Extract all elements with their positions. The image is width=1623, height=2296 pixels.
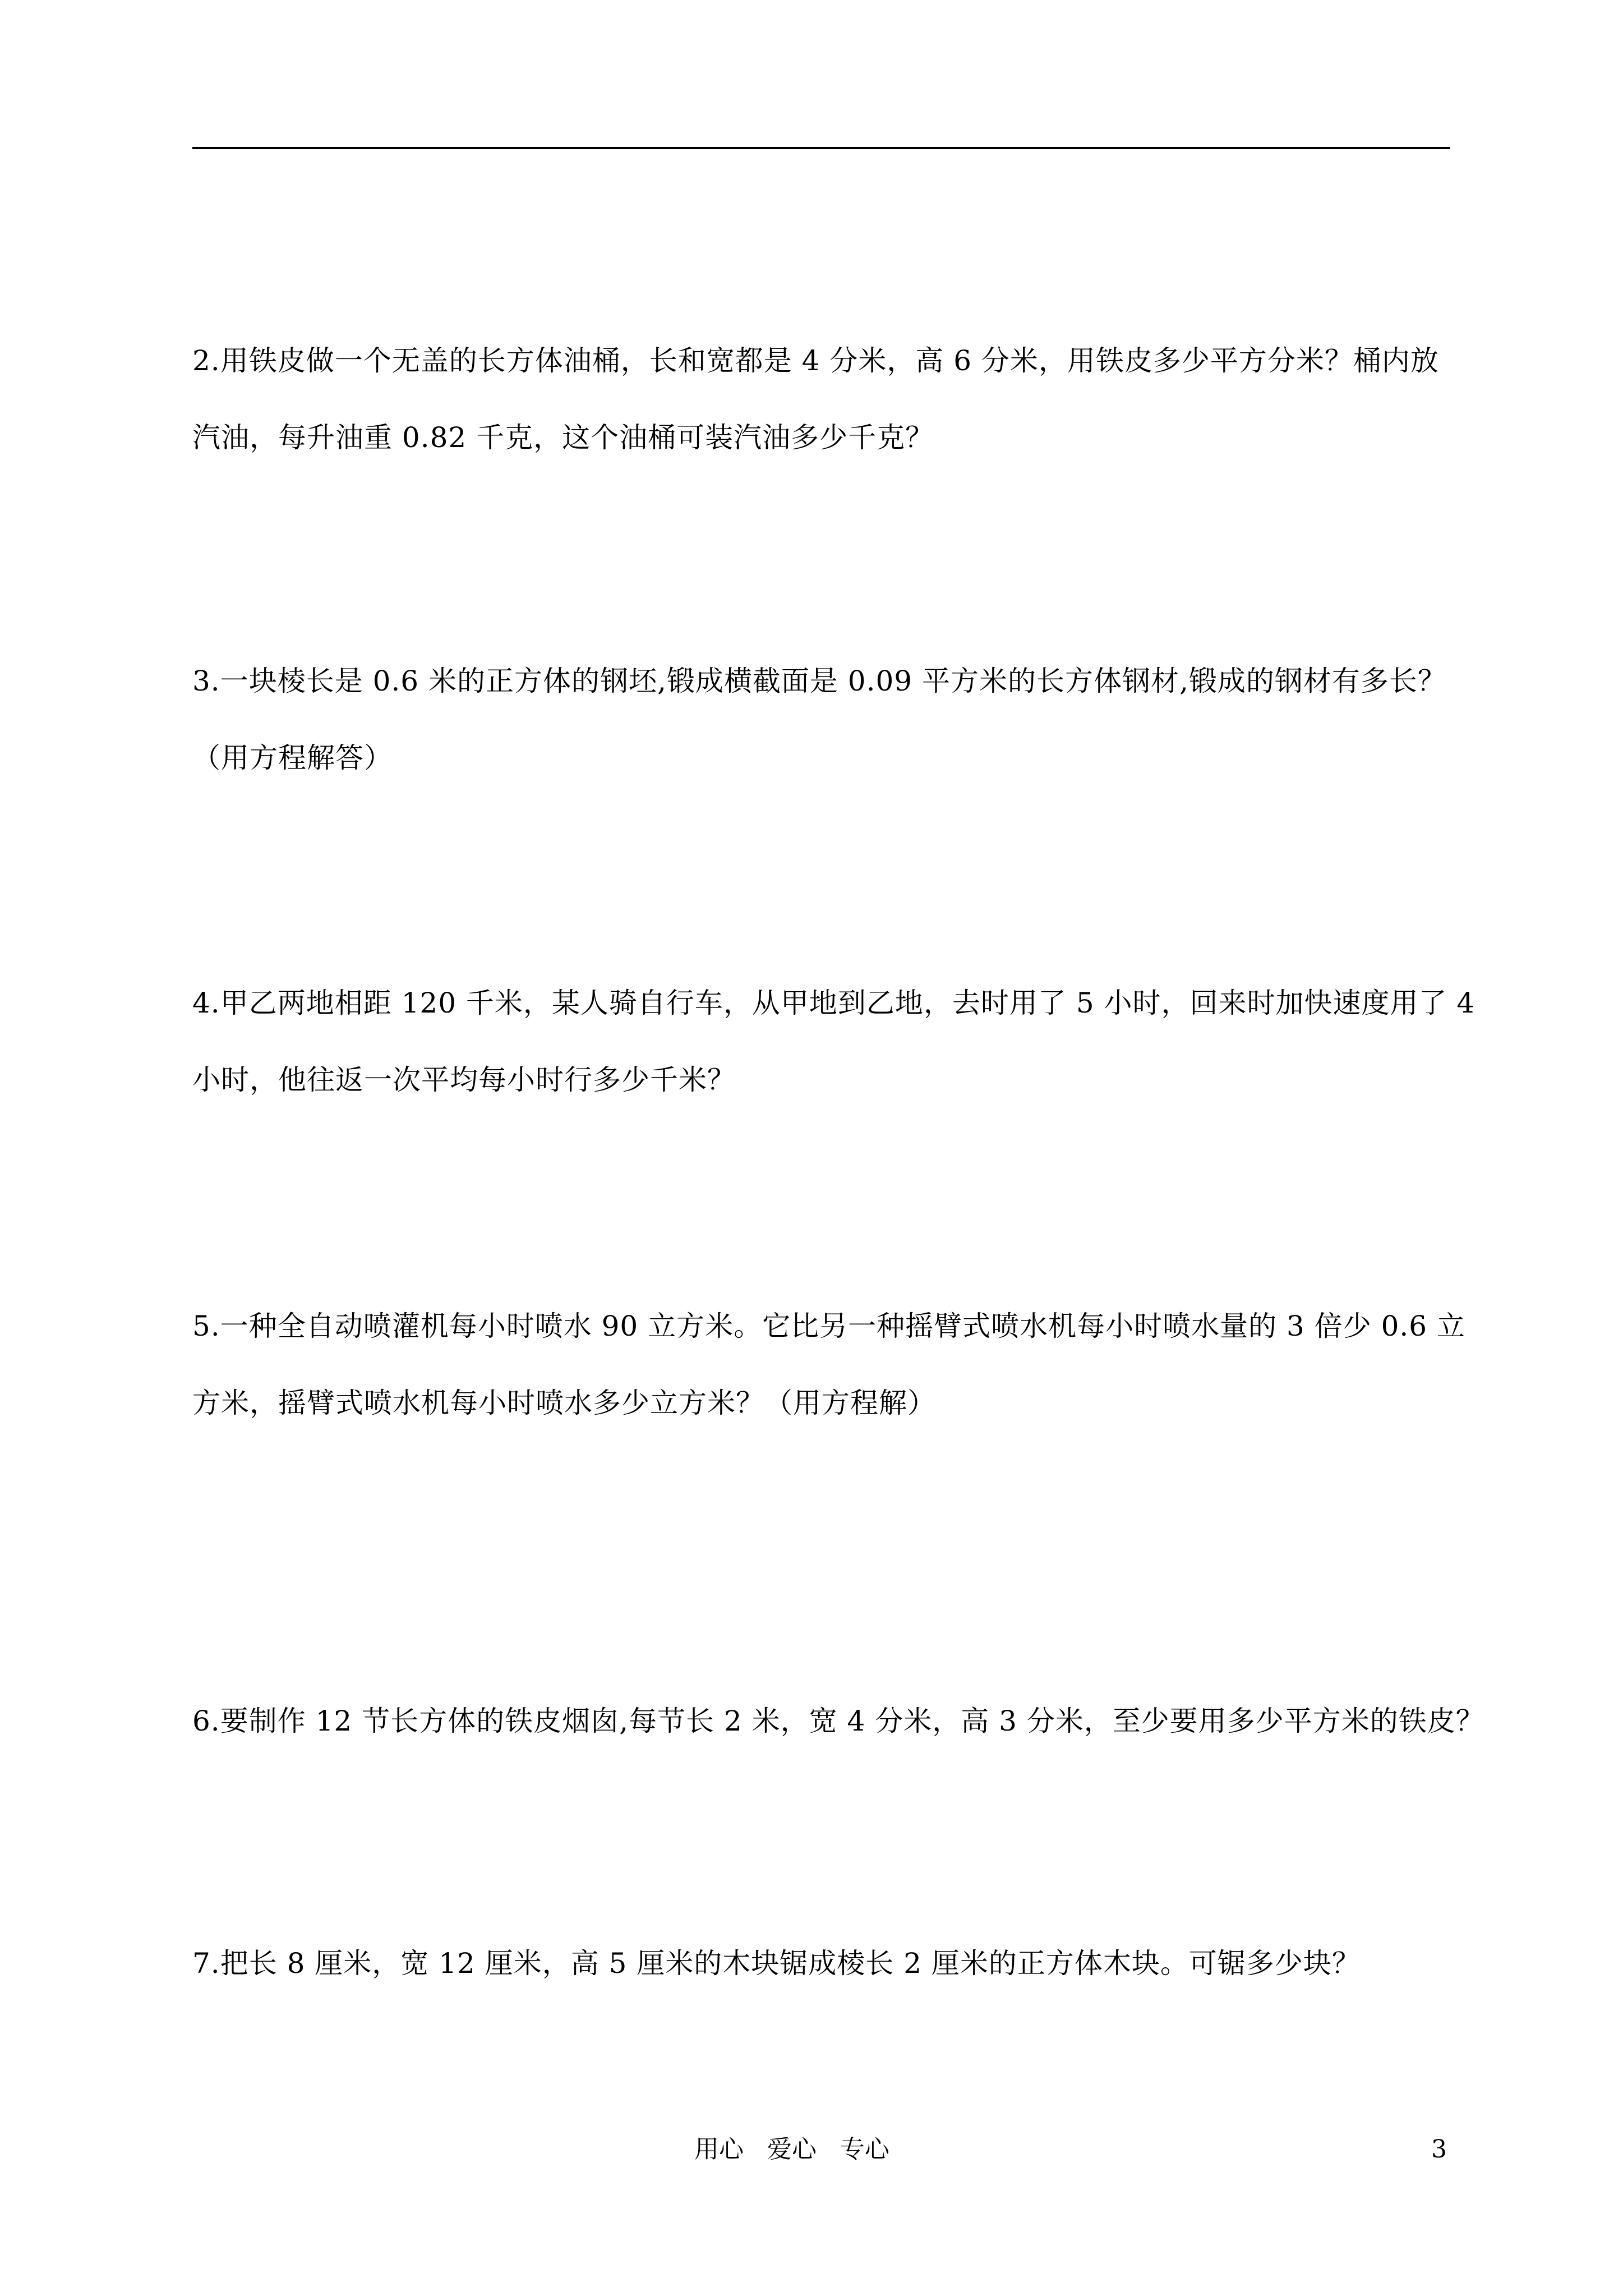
page-number: 3 [1431, 2135, 1447, 2164]
question-line: 4.甲乙两地相距 120 千米，某人骑自行车，从甲地到乙地，去时用了 5 小时，回来时加快速度用了 4 [192, 987, 1476, 1019]
question-2 [192, 323, 1451, 476]
question-line: 小时，他往返一次平均每小时行多少千米？ [192, 1064, 736, 1096]
question-3 [192, 643, 1451, 797]
question-line: 方米，摇臂式喷水机每小时喷水多少立方米？（用方程解） [192, 1387, 936, 1419]
question-line: 7.把长 8 厘米，宽 12 厘米，高 5 厘米的木块锯成棱长 2 厘米的正方体木块。可锯多少块？ [192, 1947, 1361, 1980]
footer-motto: 用心 爱心 专心 [694, 2135, 889, 2164]
question-6 [192, 1683, 1484, 1760]
question-7 [192, 1925, 1451, 2002]
question-line: 5.一种全自动喷灌机每小时喷水 90 立方米。它比另一种摇臂式喷水机每小时喷水量的 3 倍少 0.6 立 [192, 1310, 1466, 1342]
question-4 [192, 965, 1476, 1119]
question-line: 6.要制作 12 节长方体的铁皮烟囱,每节长 2 米，宽 4 分米，高 3 分米，至少要用多少平方米的铁皮？ [192, 1705, 1484, 1737]
question-line: （用方程解答） [192, 742, 393, 774]
header-rule [192, 147, 1450, 149]
question-5 [192, 1288, 1466, 1442]
question-line: 3.一块棱长是 0.6 米的正方体的钢坯,锻成横截面是 0.09 平方米的长方体钢材,锻成的钢材有多长？ [192, 665, 1446, 697]
question-line: 2.用铁皮做一个无盖的长方体油桶，长和宽都是 4 分米，高 6 分米，用铁皮多少平方分米？桶内放 [192, 344, 1439, 377]
question-line: 汽油，每升油重 0.82 千克，这个油桶可装汽油多少千克？ [192, 421, 934, 454]
